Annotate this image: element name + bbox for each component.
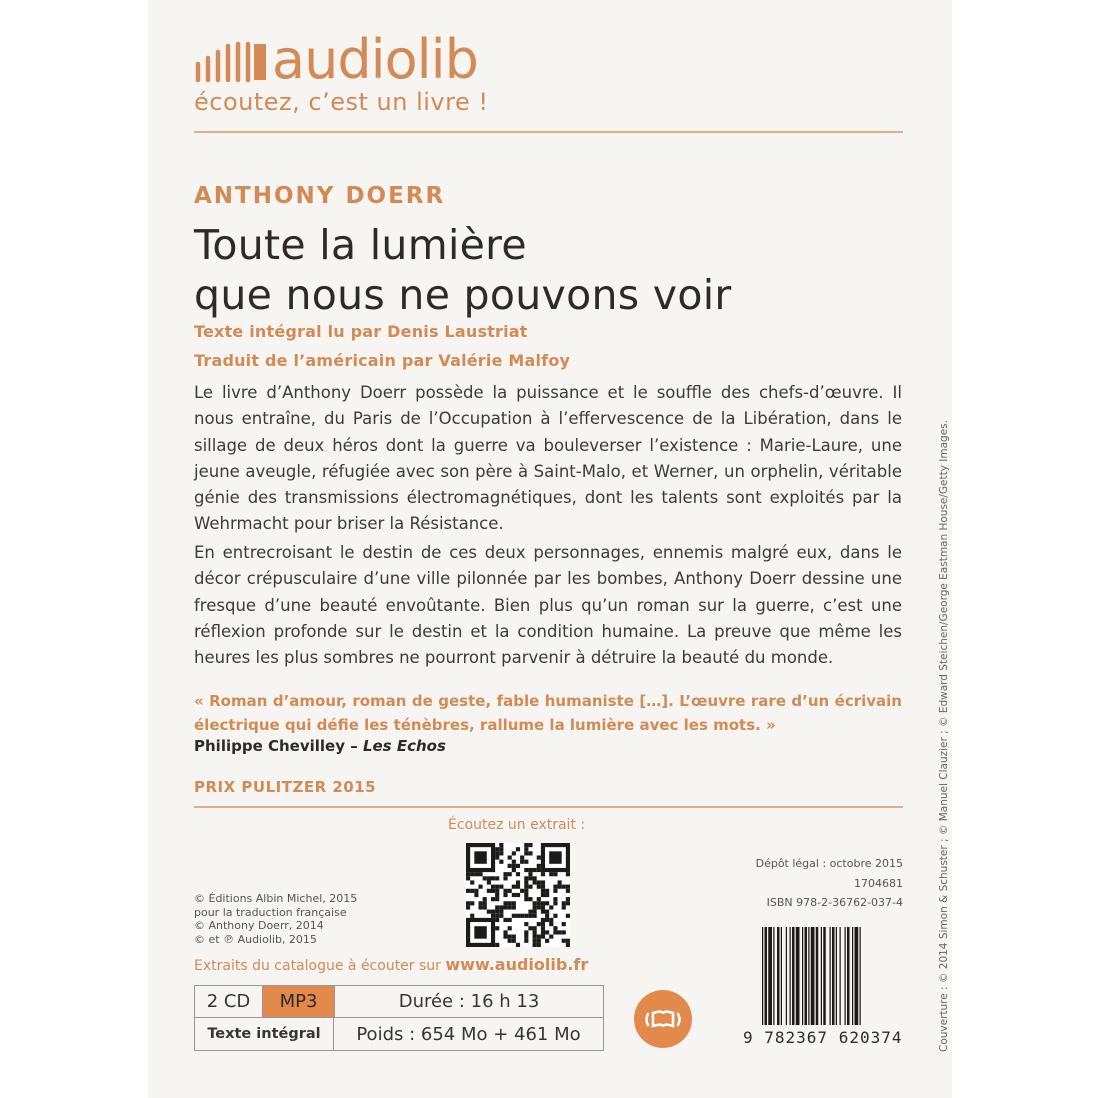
award-label: PRIX PULITZER 2015	[194, 778, 377, 796]
top-divider	[194, 131, 903, 133]
attribution-dash: –	[344, 737, 363, 755]
bottom-divider	[194, 806, 903, 808]
book-title	[194, 220, 914, 320]
book-title-line2: que nous ne pouvons voir	[194, 271, 732, 319]
qr-code-icon[interactable]	[466, 843, 570, 947]
catalog-text: Extraits du catalogue à écouter sur	[194, 958, 446, 974]
website-link[interactable]: www.audiolib.fr	[445, 955, 589, 974]
cover-credit: Couverture : © 2014 Simon & Schuster ; © Manuel Clauzier ; © Edward Steichen/George Eastman House/Getty Images.	[938, 420, 950, 1052]
legal-deposit: Dépôt légal : octobre 2015	[755, 857, 903, 870]
copyright-line: © et ℗ Audiolib, 2015	[194, 932, 317, 946]
brand-tagline: écoutez, c’est un livre !	[194, 88, 489, 116]
barcode-number: 9 782367 620374	[743, 1028, 903, 1047]
file-size: Poids : 654 Mo + 461 Mo	[356, 1023, 581, 1045]
soundwave-logo-icon	[194, 40, 270, 84]
review-attribution	[194, 737, 446, 755]
publication-name: Les Echos	[362, 737, 446, 755]
isbn: ISBN 978-2-36762-037-4	[766, 896, 903, 909]
edition-label: Texte intégral	[195, 1018, 334, 1050]
extract-label: Écoutez un extrait :	[448, 817, 586, 833]
copyright-line: pour la traduction française	[194, 905, 347, 919]
format-badge: MP3	[263, 986, 334, 1018]
format-info-box	[194, 985, 604, 1051]
copyright-block	[194, 892, 357, 946]
review-quote: « Roman d’amour, roman de geste, fable humaniste […]. L’œuvre rare d’un écrivain électrique qui défie les ténèbres, rallume la lumière avec les mots. »	[194, 692, 902, 734]
duration: Durée : 16 h 13	[334, 986, 603, 1018]
description-paragraph-2: En entrecroisant le destin de ces deux personnages, ennemis malgré eux, dans le décor crépusculaire d’une ville pilonnée par les bombes, Anthony Doerr dessine une fresque d’une beauté envoûtante. Bien plus qu’un roman sur la guerre, c’est une réflexion profonde sur le destin et la condition humaine. La preuve que même les heures les plus sombres ne pourront parvenir à détruire la beauté du monde.	[194, 543, 902, 668]
reader-credit: Texte intégral lu par Denis Laustriat	[194, 322, 528, 341]
catalog-line	[194, 955, 588, 974]
legal-code: 1704681	[854, 877, 903, 890]
book-title-line1: Toute la lumière	[194, 221, 527, 269]
description-paragraph-1: Le livre d’Anthony Doerr possède la puissance et le souffle des chefs-d’œuvre. Il nous entraîne, du Paris de l’Occupation à l’effervescence de la Libération, dans le sillage de deux héros dont la guerre va bouleverser l’existence : Marie-Laure, une jeune aveugle, réfugiée avec son père à Saint-Malo, et Werner, un orphelin, véritable génie des transmissions électromagnétiques, dont les talents sont exploités par la Wehrmacht pour briser la Résistance.	[194, 383, 902, 534]
copyright-line: © Anthony Doerr, 2014	[194, 919, 324, 932]
barcode-icon	[760, 927, 902, 1025]
disc-count: 2 CD	[195, 986, 263, 1018]
audiobook-glyph-icon	[634, 990, 692, 1048]
audiobook-icon	[634, 990, 692, 1048]
critic-name: Philippe Chevilley	[194, 737, 345, 755]
author-name: ANTHONY DOERR	[194, 183, 446, 209]
copyright-line: © Éditions Albin Michel, 2015	[194, 892, 358, 905]
brand-logo-text: audiolib	[272, 28, 478, 91]
translator-credit: Traduit de l’américain par Valérie Malfoy	[194, 351, 571, 370]
